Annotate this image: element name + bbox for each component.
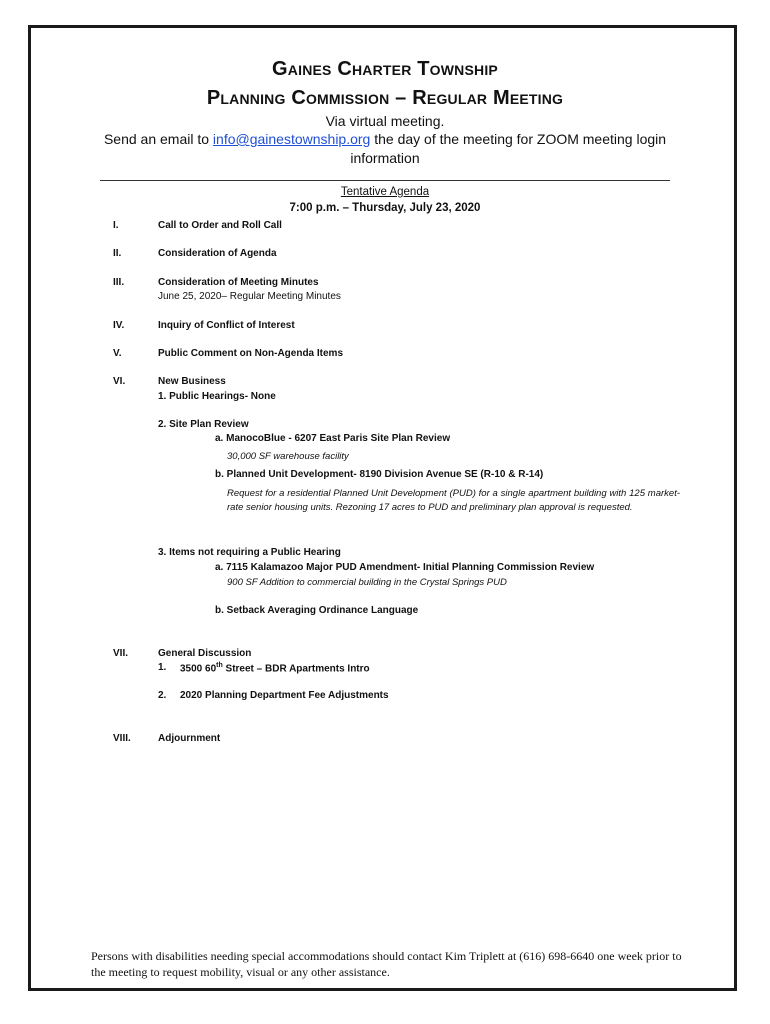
accessibility-notice: Persons with disabilities needing special accommodations should contact Kim Triplett at (616) 698-6640 one week prior to the meeting to request mobility, visual or any other assistance.: [91, 949, 682, 979]
meeting-datetime: 7:00 p.m. – Thursday, July 23, 2020: [289, 202, 481, 214]
email-instructions-line2: information: [350, 150, 420, 166]
section-label: General Discussion: [158, 648, 252, 659]
general-item-1-pre: 3500 60: [180, 663, 217, 675]
section-number: I.: [113, 220, 119, 231]
section-label: Consideration of Meeting Minutes: [158, 277, 319, 288]
general-item-1-sup: th: [216, 662, 223, 669]
site-plan-a-desc: 30,000 SF warehouse facility: [227, 451, 349, 462]
agenda-title: Tentative Agenda: [340, 186, 430, 198]
section-number: VIII.: [113, 733, 131, 744]
no-hearing-item: 3. Items not requiring a Public Hearing: [158, 547, 341, 558]
site-plan-a: a. ManocoBlue - 6207 East Paris Site Plan Review: [215, 433, 451, 444]
site-plan-b: b. Planned Unit Development- 8190 Division Avenue SE (R-10 & R-14): [215, 469, 544, 480]
email-pre: Send an email to: [103, 131, 210, 147]
divider-line: [100, 180, 670, 181]
no-hearing-a-desc: 900 SF Addition to commercial building in the Crystal Springs PUD: [227, 577, 507, 588]
meeting-title: Planning Commission – Regular Meeting: [206, 87, 564, 109]
section-label: Adjournment: [158, 733, 221, 744]
section-number: IV.: [113, 320, 125, 331]
general-item-1-num: 1.: [158, 662, 167, 673]
section-number: II.: [113, 248, 122, 259]
general-item-1-post: Street – BDR Apartments Intro: [222, 663, 370, 675]
general-item-2-num: 2.: [158, 690, 167, 701]
general-item-2: 2020 Planning Department Fee Adjustments: [180, 690, 389, 701]
section-label: Inquiry of Conflict of Interest: [158, 320, 295, 331]
general-item-1: [180, 662, 370, 674]
email-post: the day of the meeting for ZOOM meeting login: [374, 131, 667, 147]
no-hearing-b: b. Setback Averaging Ordinance Language: [215, 605, 419, 616]
section-label: Public Comment on Non-Agenda Items: [158, 348, 344, 359]
section-number: III.: [113, 277, 125, 288]
township-title: Gaines Charter Township: [272, 58, 498, 80]
no-hearing-a: a. 7115 Kalamazoo Major PUD Amendment- Initial Planning Commission Review: [215, 562, 595, 573]
section-label: Consideration of Agenda: [158, 248, 277, 259]
via-virtual: Via virtual meeting.: [325, 113, 445, 129]
section-number: VII.: [113, 648, 129, 659]
section-label: Call to Order and Roll Call: [158, 220, 282, 231]
site-plan-b-desc: Request for a residential Planned Unit Development (PUD) for a single apartment building with 125 market-rate senior housing units. Rezoning 17 acres to PUD and preliminary plan approval is requested.: [227, 488, 680, 513]
minutes-detail: June 25, 2020– Regular Meeting Minutes: [158, 291, 341, 302]
email-instructions: [0, 131, 770, 147]
section-number: V.: [113, 348, 122, 359]
public-hearings-item: 1. Public Hearings- None: [158, 391, 276, 402]
section-label: New Business: [158, 376, 226, 387]
section-number: VI.: [113, 376, 126, 387]
email-link[interactable]: info@gainestownship.org: [212, 131, 371, 147]
site-plan-item: 2. Site Plan Review: [158, 419, 249, 430]
